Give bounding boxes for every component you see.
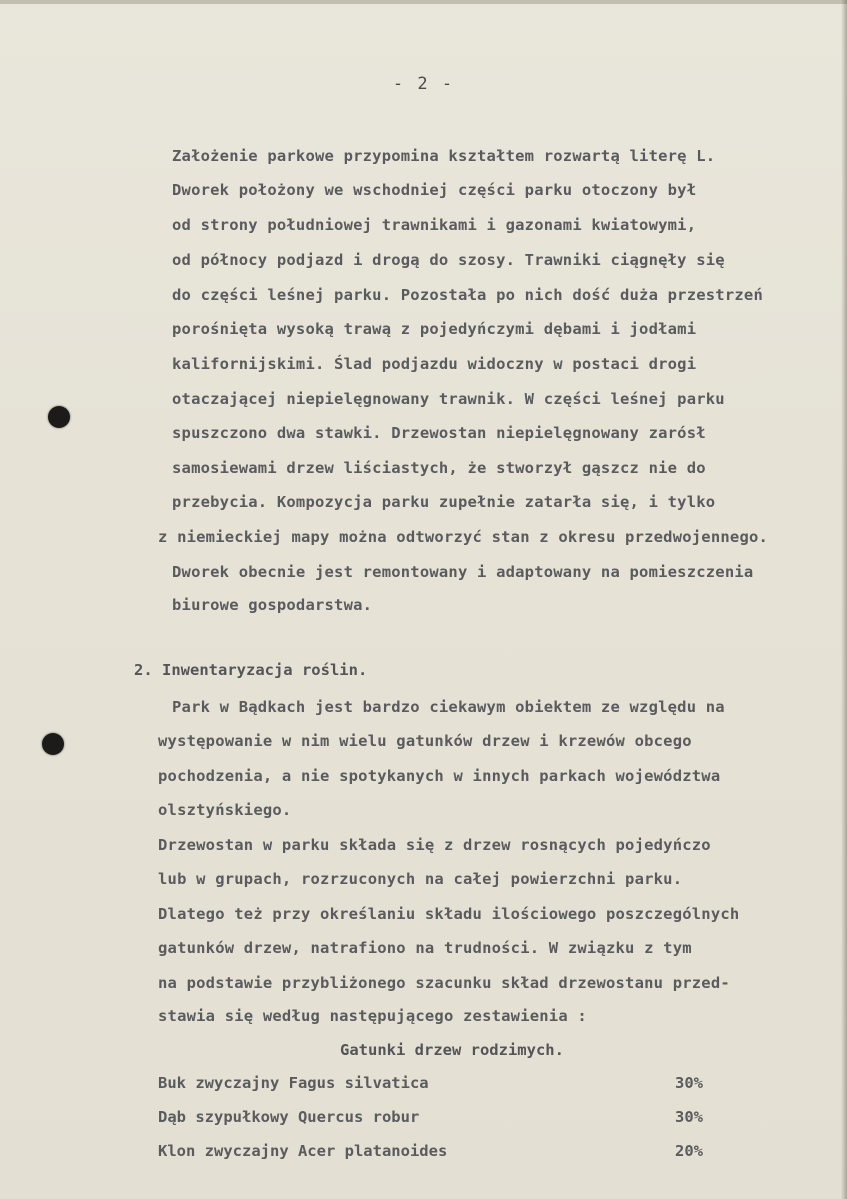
text-line: Założenie parkowe przypomina kształtem rozwartą literę L. [172,147,716,165]
page-top-edge [0,0,847,4]
text-line: Dworek położony we wschodniej części parku otoczony był [172,181,697,199]
text-line: samosiewami drzew liściastych, że stworzył gąszcz nie do [172,459,706,477]
text-line: Park w Bądkach jest bardzo ciekawym obiektem ze względu na [172,698,725,716]
text-line: do części leśnej parku. Pozostała po nich dość duża przestrzeń [172,286,763,304]
text-line: lub w grupach, rozrzuconych na całej powierzchni parku. [158,870,683,888]
page-right-edge [841,0,847,1199]
text-line: Dworek obecnie jest remontowany i adaptowany na pomieszczenia [172,563,754,581]
species-percent: 30% [675,1074,703,1092]
text-line: spuszczono dwa stawki. Drzewostan niepielęgnowany zarósł [172,424,706,442]
text-line: z niemieckiej mapy można odtworzyć stan z okresu przedwojennego. [158,528,769,546]
punch-hole-icon [42,733,64,755]
text-line: gatunków drzew, natrafiono na trudności. W związku z tym [158,939,692,957]
table-row [158,1073,703,1093]
species-percent: 20% [675,1142,703,1160]
species-name: Dąb szypułkowy Quercus robur [158,1108,420,1126]
text-line: Dlatego też przy określaniu składu ilościowego poszczególnych [158,905,740,923]
punch-hole-icon [48,406,70,428]
species-name: Buk zwyczajny Fagus silvatica [158,1074,429,1092]
table-row [158,1107,703,1127]
species-percent: 30% [675,1108,703,1126]
text-line: Drzewostan w parku składa się z drzew rosnących pojedyńczo [158,836,711,854]
text-line: porośnięta wysoką trawą z pojedyńczymi dębami i jodłami [172,320,697,338]
text-line: stawia się według następującego zestawienia : [158,1007,587,1025]
text-line: pochodzenia, a nie spotykanych w innych parkach województwa [158,767,721,785]
text-line: otaczającej niepielęgnowany trawnik. W części leśnej parku [172,390,725,408]
text-line: od północy podjazd i drogą do szosy. Trawniki ciągnęły się [172,251,725,269]
text-line: od strony południowej trawnikami i gazonami kwiatowymi, [172,216,697,234]
text-line: występowanie w nim wielu gatunków drzew i krzewów obcego [158,732,692,750]
text-line: olsztyńskiego. [158,801,292,819]
species-name: Klon zwyczajny Acer platanoides [158,1142,448,1160]
text-line: kalifornijskimi. Ślad podjazdu widoczny w postaci drogi [172,355,697,373]
section-title: 2. Inwentaryzacja roślin. [134,661,368,679]
text-line: na podstawie przybliżonego szacunku skład drzewostanu przed- [158,974,730,992]
table-row [158,1141,703,1161]
text-line: przebycia. Kompozycja parku zupełnie zatarła się, i tylko [172,493,716,511]
text-line: biurowe gospodarstwa. [172,596,373,614]
page-number: - 2 - [392,74,455,94]
native-species-heading: Gatunki drzew rodzimych. [340,1041,564,1059]
